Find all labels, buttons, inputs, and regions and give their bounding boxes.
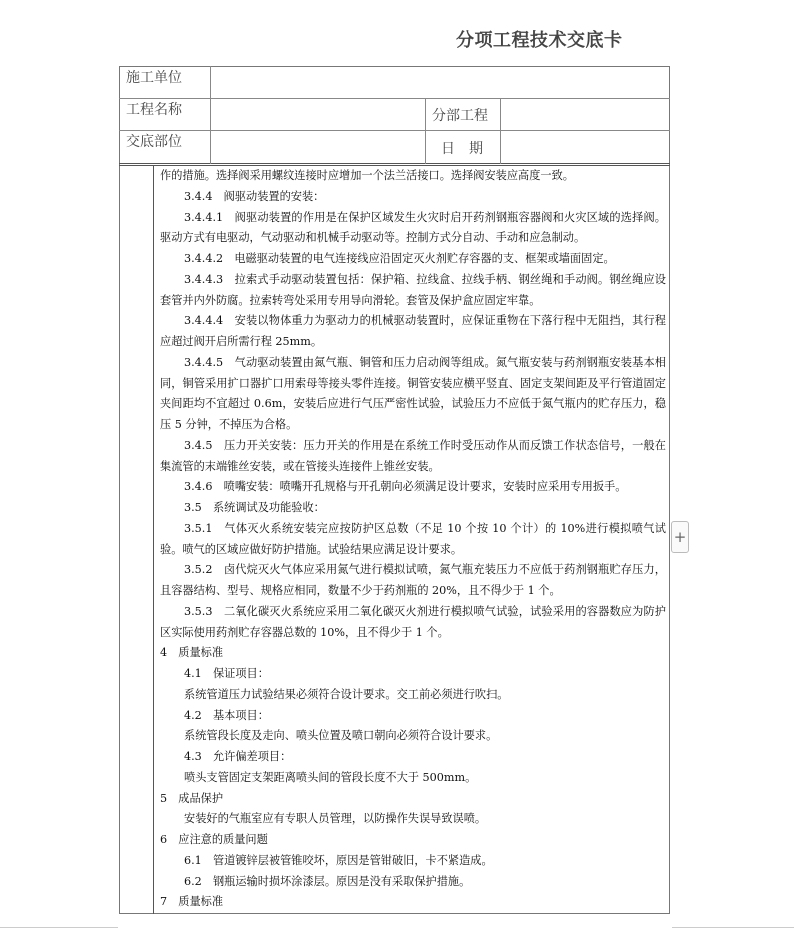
body-paragraph: 3.4.4.5 气动驱动装置由氮气瓶、铜管和压力启动阀等组成。氮气瓶安装与药剂钢瓶安装基本相同，铜管采用扩口器扩口用索母等接头零件连接。铜管安装应横平竖直、固定支架间距及平行管道固定夹间距均不宜超过 0.6m，安装后应进行气压严密性试验，试验压力不应低于氮气瓶内的贮存压力，稳压 5 分钟，不掉压为合格。 bbox=[160, 355, 666, 431]
header-col-divider bbox=[500, 98, 501, 164]
add-button[interactable]: + bbox=[671, 521, 689, 553]
body-paragraph: 3.4.6 喷嘴安装：喷嘴开孔规格与开孔朝向必须满足设计要求，安装时应采用专用扳手。 bbox=[184, 480, 627, 494]
body-paragraph: 3.5.3 二氧化碳灭火系统应采用二氧化碳灭火剂进行模拟喷气试验，试验采用的容器数应为防护区实际使用药剂贮存容器总数的 10%，且不得少于 1 个。 bbox=[160, 604, 666, 639]
body-paragraph: 安装好的气瓶室应有专职人员管理，以防操作失误导致误喷。 bbox=[184, 812, 487, 826]
label-sub-project: 分部工程 bbox=[432, 108, 488, 124]
body-paragraph: 3.4.4.2 电磁驱动装置的电气连接线应沿固定灭火剂贮存容器的支、框架或墙面固定。 bbox=[184, 252, 615, 265]
body-paragraph: 3.4.4.4 安装以物体重力为驱动力的机械驱动装置时，应保证重物在下落行程中无阻挡，其行程应超过阀开启所需行程 25mm。 bbox=[160, 314, 666, 348]
body-paragraph: 5 成品保护 bbox=[160, 791, 224, 805]
body-paragraph: 7 质量标准 bbox=[160, 895, 224, 909]
body-paragraph: 6.2 钢瓶运输时损坏涂漆层。原因是没有采取保护措施。 bbox=[184, 874, 471, 888]
body-paragraph: 3.4.5 压力开关安装：压力开关的作用是在系统工作时受压动作从而反馈工作状态信号，一般在集流管的末端锥丝安装，或在管接头连接件上锥丝安装。 bbox=[160, 438, 666, 473]
header-col-divider bbox=[210, 66, 211, 164]
document-title: 分项工程技术交底卡 bbox=[456, 30, 623, 51]
header-row-divider bbox=[119, 98, 670, 99]
body-paragraph: 3.4.4.1 阀驱动装置的作用是在保护区域发生火灾时启开药剂钢瓶容器阀和火灾区域的选择阀。驱动方式有电驱动，气动驱动和机械手动驱动等。控制方式分自动、手动和应急制动。 bbox=[160, 210, 666, 245]
body-paragraph: 作的措施。选择阀采用螺纹连接时应增加一个法兰活接口。选择阀安装应高度一致。 bbox=[160, 169, 574, 182]
body-paragraph: 3.4.4 阀驱动装置的安装： bbox=[184, 189, 325, 203]
body-paragraph: 系统管道压力试验结果必须符合设计要求。交工前必须进行吹扫。 bbox=[184, 687, 509, 701]
body-paragraph: 系统管段长度及走向、喷头位置及喷口朝向必须符合设计要求。 bbox=[184, 729, 498, 743]
header-col-divider bbox=[425, 98, 426, 164]
label-date: 日 期 bbox=[441, 141, 483, 157]
body-margin-rule bbox=[153, 165, 154, 914]
body-paragraph: 3.5.2 卤代烷灭火气体应采用氮气进行模拟试喷，氮气瓶充装压力不应低于药剂钢瓶贮存压力，且容器结构、型号、规格应相同，数量不少于药剂瓶的 20%，且不得少于 1 个。 bbox=[160, 563, 666, 597]
body-paragraph: 4.1 保证项目： bbox=[184, 667, 269, 680]
label-construction-unit: 施工单位 bbox=[126, 70, 182, 86]
body-paragraph: 6.1 管道镀锌层被管锥咬坏，原因是管钳破旧，卡不紧造成。 bbox=[184, 853, 493, 867]
header-bottom-divider bbox=[119, 163, 670, 164]
body-paragraph: 3.4.4.3 拉索式手动驱动装置包括：保护箱、拉线盒、拉线手柄、钢丝绳和手动阀。钢丝绳应设套管并内外防腐。拉索转弯处采用专用导向滑轮。套管及保护盒应固定牢靠。 bbox=[160, 272, 666, 307]
body-paragraph: 4.2 基本项目： bbox=[184, 708, 269, 722]
label-project-name: 工程名称 bbox=[126, 102, 182, 118]
body-paragraph: 6 应注意的质量问题 bbox=[160, 833, 268, 846]
label-handover-part: 交底部位 bbox=[126, 134, 182, 150]
body-paragraph: 3.5.1 气体灭火系统安装完应按防护区总数（不足 10 个按 10 个计）的 10%进行模拟喷气试验。喷气的区域应做好防护措施。试验结果应满足设计要求。 bbox=[160, 521, 666, 556]
body-paragraph: 4.3 允许偏差项目： bbox=[184, 750, 292, 763]
document-body bbox=[160, 166, 666, 913]
page-edge-line bbox=[0, 927, 118, 928]
body-paragraph: 4 质量标准 bbox=[160, 646, 224, 660]
header-row-divider bbox=[119, 130, 670, 131]
page-edge-line bbox=[672, 927, 794, 928]
body-paragraph: 3.5 系统调试及功能验收： bbox=[184, 501, 325, 514]
body-paragraph: 喷头支管固定支架距离喷头间的管段长度不大于 500mm。 bbox=[184, 770, 477, 784]
